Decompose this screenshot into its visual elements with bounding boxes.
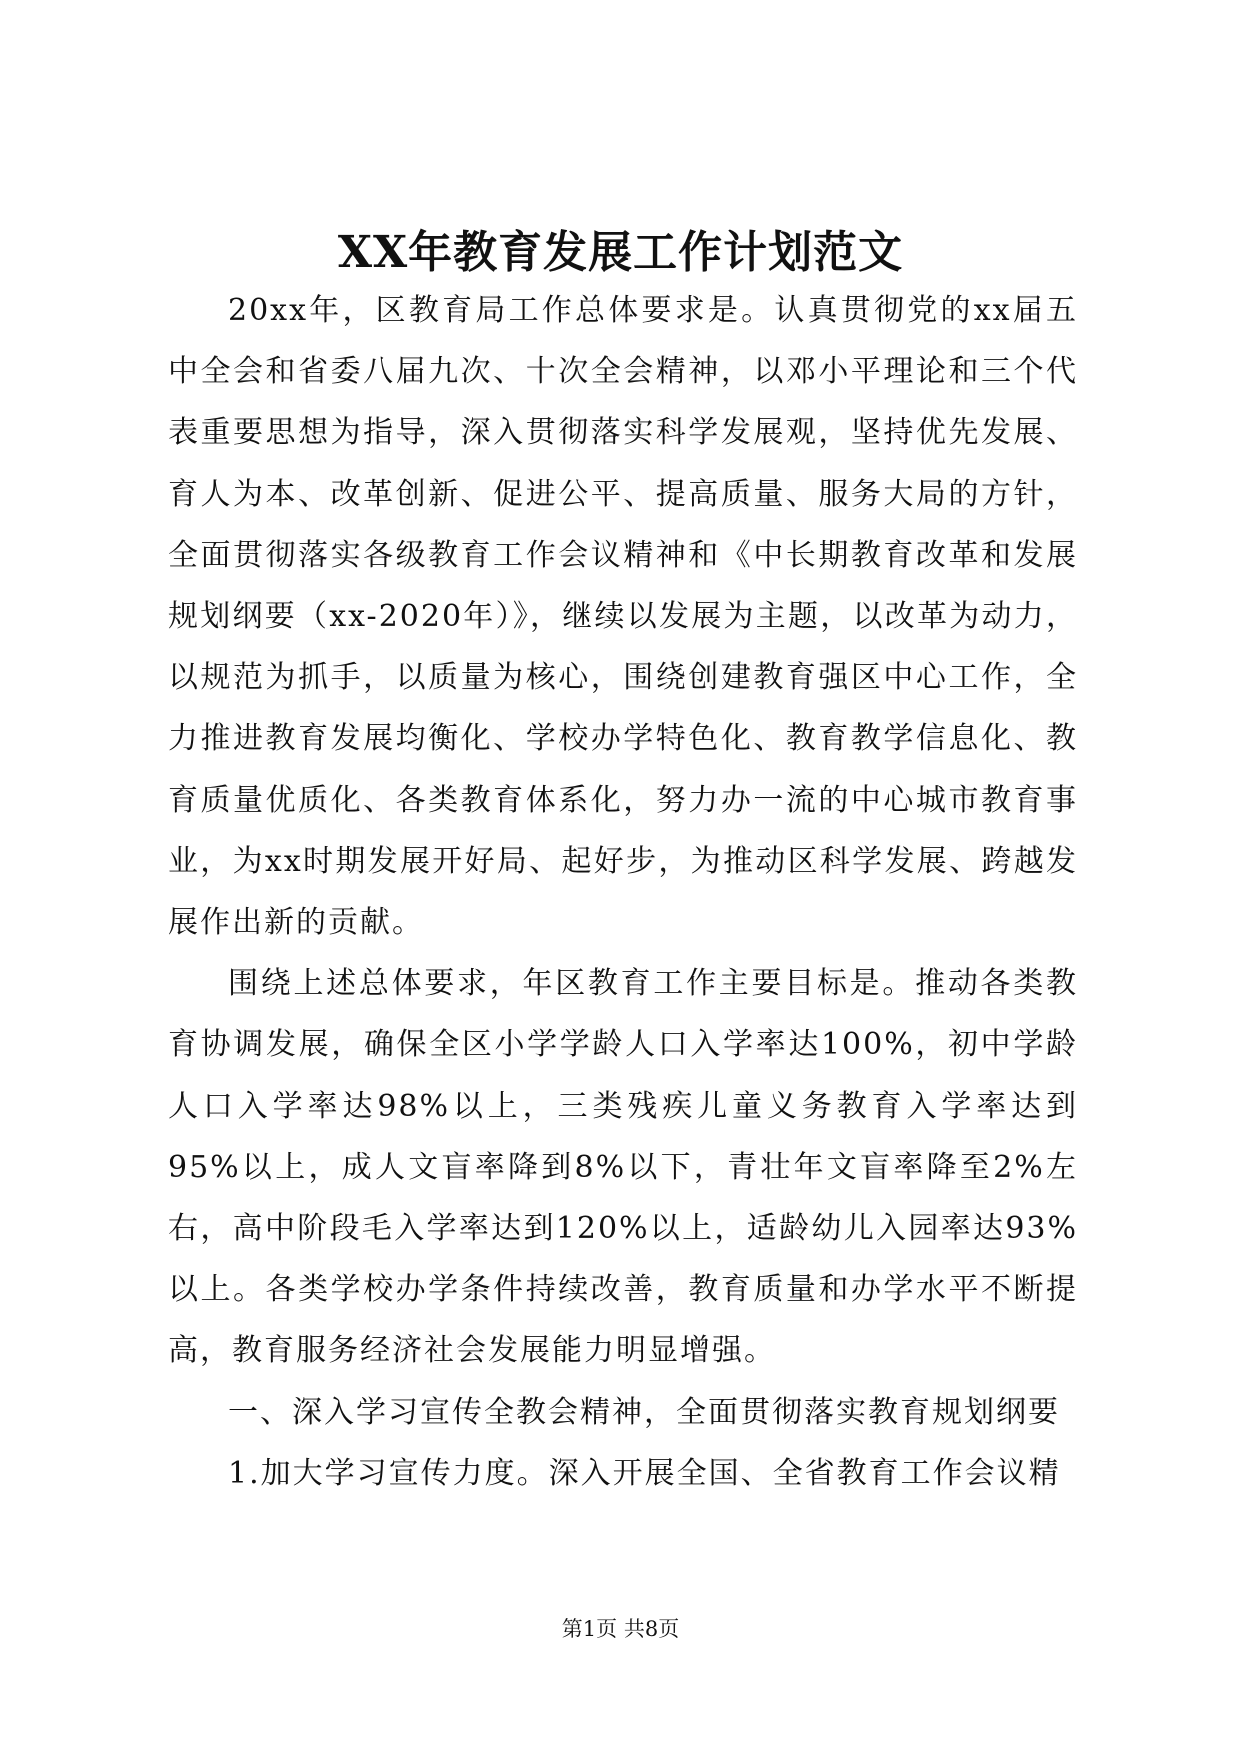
section-heading-one: 一、深入学习宣传全教会精神，全面贯彻落实教育规划纲要 <box>228 1394 1060 1430</box>
document-body <box>168 280 1078 1504</box>
paragraph-overall-requirements: 20xx年，区教育局工作总体要求是。认真贯彻党的xx届五中全会和省委八届九次、十次全会精神，以邓小平理论和三个代表重要思想为指导，深入贯彻落实科学发展观，坚持优先发展、育人为本、改革创新、促进公平、提高质量、服务大局的方针，全面贯彻落实各级教育工作会议精神和《中长期教育改革和发展规划纲要（xx-2020年）》，继续以发展为主题，以改革为动力，以规范为抓手，以质量为核心，围绕创建教育强区中心工作，全力推进教育发展均衡化、学校办学特色化、教育教学信息化、教育质量优质化、各类教育体系化，努力办一流的中心城市教育事业，为xx时期发展开好局、起好步，为推动区科学发展、跨越发展作出新的贡献。 <box>168 293 1078 941</box>
paragraph-item-1: 1.加大学习宣传力度。深入开展全国、全省教育工作会议精 <box>228 1455 1061 1491</box>
page-number-footer: 第1页 共8页 <box>561 1617 680 1641</box>
paragraph-main-goals: 围绕上述总体要求，年区教育工作主要目标是。推动各类教育协调发展，确保全区小学学龄人口入学率达100%，初中学龄人口入学率达98%以上，三类残疾儿童义务教育入学率达到95%以上，成人文盲率降到8%以下，青壮年文盲率降至2%左右，高中阶段毛入学率达到120%以上，适龄幼儿入园率达93%以上。各类学校办学条件持续改善，教育质量和办学水平不断提高，教育服务经济社会发展能力明显增强。 <box>168 966 1078 1369</box>
document-title: XX年教育发展工作计划范文 <box>337 227 904 278</box>
